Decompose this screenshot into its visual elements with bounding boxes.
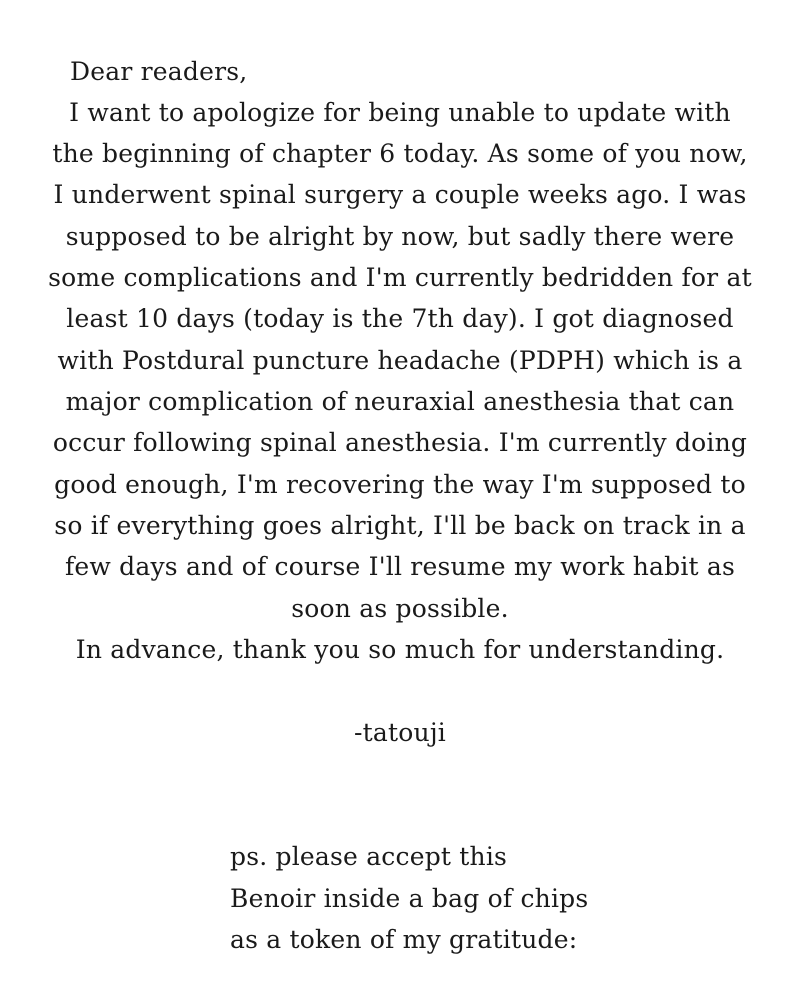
letter-line: I underwent spinal surgery a couple weeks ago. I was [53, 180, 747, 209]
letter-line: supposed to be alright by now, but sadly there were [65, 222, 735, 251]
letter-line: good enough, I'm recovering the way I'm supposed to [54, 470, 746, 499]
letter-line: I want to apologize for being unable to update with [69, 98, 731, 127]
greeting: Dear readers, [70, 57, 248, 86]
postscript-line: Benoir inside a bag of chips [230, 884, 589, 913]
thank-you-line: In advance, thank you so much for understanding. [75, 635, 725, 664]
letter-line: some complications and I'm currently bedridden for at [48, 263, 752, 292]
letter-line: the beginning of chapter 6 today. As some of you now, [52, 139, 748, 168]
letter-line: major complication of neuraxial anesthesia that can [65, 387, 735, 416]
letter-line: least 10 days (today is the 7th day). I got diagnosed [66, 304, 734, 333]
letter-line: with Postdural puncture headache (PDPH) which is a [57, 346, 743, 375]
postscript-line: as a token of my gratitude: [230, 925, 578, 954]
letter-line: occur following spinal anesthesia. I'm currently doing [52, 428, 748, 457]
letter-line: so if everything goes alright, I'll be back on track in a [54, 511, 746, 540]
signature: -tatouji [354, 718, 446, 747]
letter-line: soon as possible. [291, 594, 509, 623]
letter-line: few days and of course I'll resume my work habit as [64, 552, 736, 581]
postscript-line: ps. please accept this [230, 842, 508, 871]
